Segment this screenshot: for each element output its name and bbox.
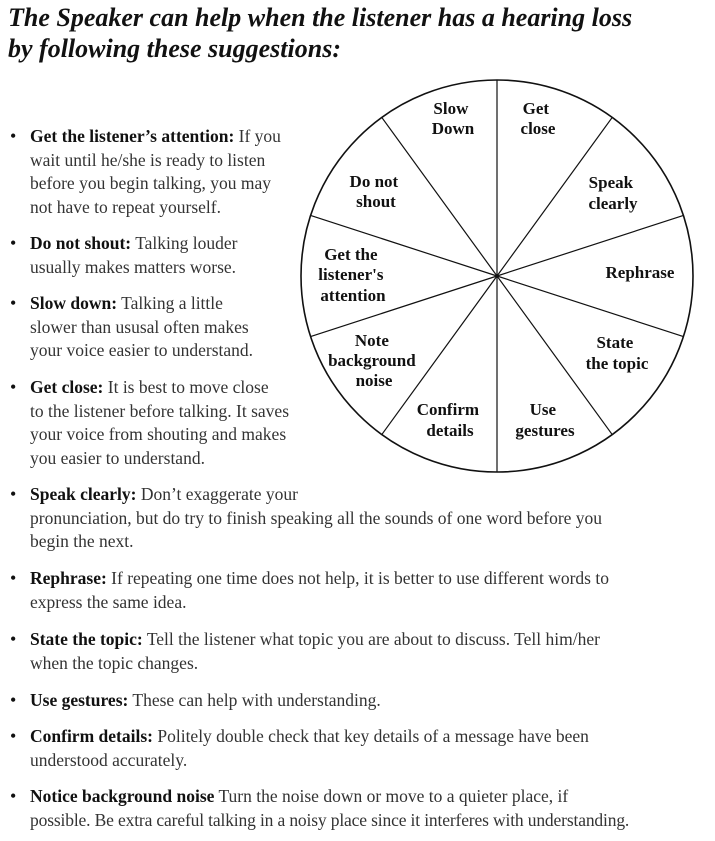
suggestion-text: wait until he/she is ready to listen bbox=[30, 149, 266, 170]
suggestion-heading: Use gestures: bbox=[30, 690, 129, 710]
suggestion-confirm-details bbox=[8, 725, 589, 772]
wheel-segment-get-the-listeners-attention: Get the listener's attention bbox=[318, 245, 386, 305]
suggestion-text: your voice from shouting and makes bbox=[30, 424, 287, 444]
suggestion-text: If repeating one time does not help, it is better to use different words to bbox=[106, 568, 609, 588]
suggestion-text: before you begin talking, you may bbox=[30, 173, 272, 193]
suggestion-heading: Rephrase: bbox=[30, 568, 107, 588]
suggestion-text: Turn the noise down or move to a quieter place, if bbox=[214, 786, 569, 806]
wheel-segment-confirm-details: Confirm details bbox=[416, 400, 480, 440]
wheel-segment-state-the-topic: State the topic bbox=[585, 333, 649, 373]
title-line-1: The Speaker can help when the listener has a hearing loss bbox=[8, 3, 633, 32]
wheel-segment-get-close: Get close bbox=[520, 99, 556, 138]
suggestion-heading: Slow down: bbox=[30, 293, 118, 313]
suggestion-heading: Confirm details: bbox=[30, 726, 153, 746]
suggestion-text: possible. Be extra careful talking in a noisy place since it interferes with understanding. bbox=[30, 809, 630, 830]
suggestion-get-close bbox=[8, 376, 289, 470]
suggestion-text: to the listener before talking. It saves bbox=[30, 400, 290, 421]
wheel-segment-speak-clearly: Speak clearly bbox=[588, 173, 638, 213]
suggestion-get-attention bbox=[8, 125, 281, 219]
suggestion-heading: State the topic: bbox=[30, 629, 143, 649]
suggestion-text: Politely double check that key details of a message have been bbox=[152, 726, 589, 746]
suggestion-text: express the same idea. bbox=[30, 591, 187, 612]
suggestion-use-gestures bbox=[8, 689, 381, 713]
wheel-segment-use-gestures: Use gestures bbox=[515, 400, 575, 440]
suggestion-text: It is best to move close bbox=[103, 377, 269, 397]
suggestion-wheel bbox=[300, 78, 698, 476]
wheel-segment-do-not-shout: Do not shout bbox=[349, 172, 399, 211]
suggestion-heading: Do not shout: bbox=[30, 233, 132, 253]
suggestion-text: usually makes matters worse. bbox=[30, 256, 237, 277]
suggestion-slow-down bbox=[8, 292, 253, 363]
suggestion-heading: Speak clearly: bbox=[30, 484, 137, 504]
suggestion-text: you easier to understand. bbox=[30, 447, 205, 468]
wheel-segment-rephrase: Rephrase bbox=[605, 263, 675, 282]
page-title bbox=[8, 2, 708, 64]
suggestion-text: Talking a little bbox=[117, 293, 223, 313]
suggestion-text: when the topic changes. bbox=[30, 652, 199, 673]
suggestion-heading: Get the listener’s attention: bbox=[30, 126, 235, 146]
suggestion-do-not-shout bbox=[8, 232, 238, 279]
suggestion-text: These can help with understanding. bbox=[128, 690, 381, 710]
suggestion-text: pronunciation, but do try to finish speaking all the sounds of one word before you bbox=[30, 507, 603, 528]
suggestion-text: your voice easier to understand. bbox=[30, 340, 254, 360]
suggestion-text: begin the next. bbox=[30, 531, 134, 551]
suggestion-text: understood accurately. bbox=[30, 749, 188, 770]
suggestion-state-the-topic bbox=[8, 628, 600, 675]
suggestion-heading: Get close: bbox=[30, 377, 104, 397]
suggestion-text: Don’t exaggerate your bbox=[136, 484, 298, 504]
title-line-2: by following these suggestions: bbox=[8, 34, 341, 63]
suggestion-text: Talking louder bbox=[131, 233, 238, 253]
wheel-segment-note-background-noise: Note background noise bbox=[328, 331, 416, 390]
suggestion-notice-background-noise bbox=[8, 785, 629, 832]
suggestion-speak-clearly bbox=[8, 483, 602, 554]
suggestion-text: slower than ususal often makes bbox=[30, 316, 249, 337]
wheel-segment-slow-down: Slow Down bbox=[431, 99, 475, 138]
suggestion-rephrase bbox=[8, 567, 609, 614]
suggestion-text: not have to repeat yourself. bbox=[30, 196, 221, 217]
suggestion-heading: Notice background noise bbox=[30, 786, 215, 806]
suggestion-text: Tell the listener what topic you are about to discuss. Tell him/her bbox=[142, 629, 600, 649]
suggestion-text: If you bbox=[234, 126, 281, 146]
